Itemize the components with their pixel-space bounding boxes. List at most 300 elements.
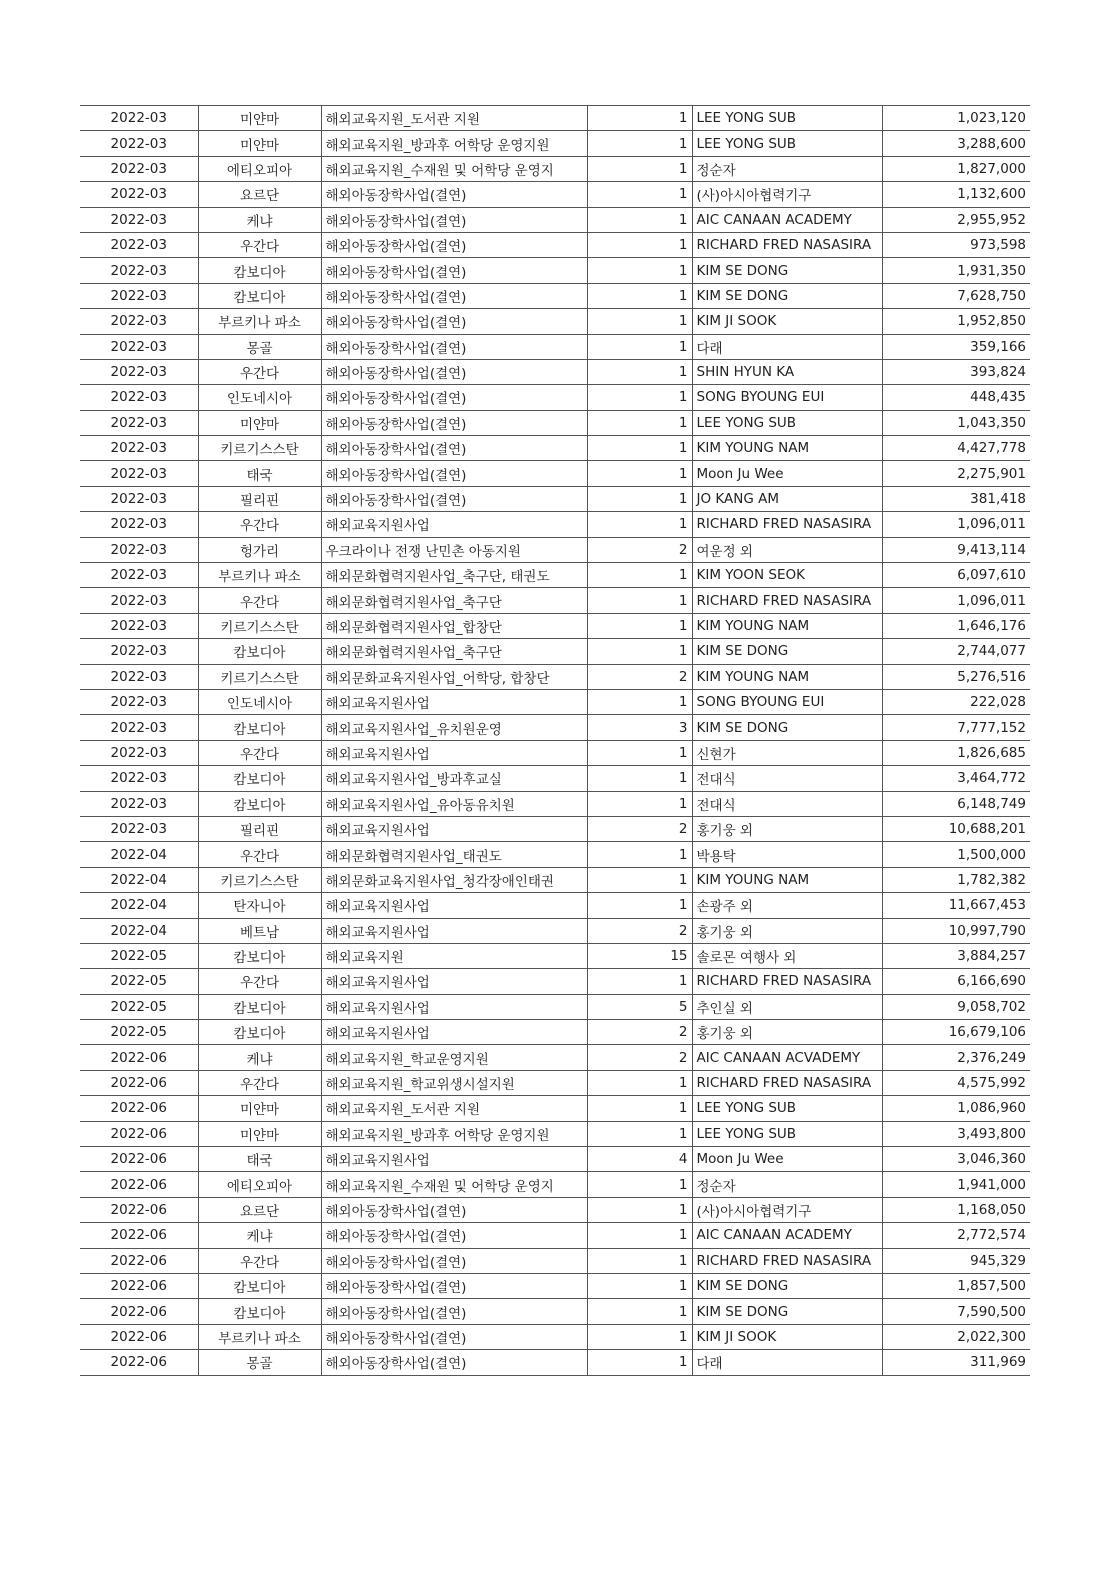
program-cell: 해외아동장학사업(결연) (321, 232, 587, 257)
date-cell: 2022-03 (80, 639, 198, 664)
amount-cell: 393,824 (882, 359, 1030, 384)
recipient-cell: RICHARD FRED NASASIRA (692, 512, 882, 537)
country-cell: 미얀마 (198, 106, 321, 131)
amount-cell: 3,046,360 (882, 1147, 1030, 1172)
table-row (80, 309, 1030, 334)
table-row (80, 563, 1030, 588)
table-row (80, 893, 1030, 918)
program-cell: 해외교육지원사업_방과후교실 (321, 766, 587, 791)
amount-cell: 1,043,350 (882, 410, 1030, 435)
program-cell: 해외아동장학사업(결연) (321, 182, 587, 207)
recipient-cell: 박용탁 (692, 842, 882, 867)
country-cell: 우간다 (198, 1070, 321, 1095)
recipient-cell: 홍기웅 외 (692, 1020, 882, 1045)
recipient-cell: KIM YOUNG NAM (692, 867, 882, 892)
count-cell: 1 (587, 1096, 692, 1121)
program-cell: 우크라이나 전쟁 난민촌 아동지원 (321, 537, 587, 562)
program-cell: 해외아동장학사업(결연) (321, 1197, 587, 1222)
recipient-cell: 다래 (692, 334, 882, 359)
country-cell: 캄보디아 (198, 258, 321, 283)
country-cell: 캄보디아 (198, 715, 321, 740)
program-cell: 해외교육지원_학교위생시설지원 (321, 1070, 587, 1095)
count-cell: 1 (587, 486, 692, 511)
amount-cell: 16,679,106 (882, 1020, 1030, 1045)
recipient-cell: LEE YONG SUB (692, 131, 882, 156)
table-row (80, 283, 1030, 308)
amount-cell: 1,931,350 (882, 258, 1030, 283)
country-cell: 케냐 (198, 1223, 321, 1248)
recipient-cell: 홍기웅 외 (692, 816, 882, 841)
amount-cell: 6,148,749 (882, 791, 1030, 816)
recipient-cell: AIC CANAAN ACADEMY (692, 1223, 882, 1248)
date-cell: 2022-04 (80, 842, 198, 867)
count-cell: 1 (587, 512, 692, 537)
table-row (80, 791, 1030, 816)
program-cell: 해외문화협력지원사업_축구단, 태권도 (321, 563, 587, 588)
program-cell: 해외아동장학사업(결연) (321, 1350, 587, 1375)
program-cell: 해외아동장학사업(결연) (321, 334, 587, 359)
table-row (80, 588, 1030, 613)
date-cell: 2022-03 (80, 740, 198, 765)
amount-cell: 4,575,992 (882, 1070, 1030, 1095)
recipient-cell: LEE YONG SUB (692, 410, 882, 435)
count-cell: 1 (587, 385, 692, 410)
country-cell: 미얀마 (198, 1121, 321, 1146)
recipient-cell: SHIN HYUN KA (692, 359, 882, 384)
country-cell: 우간다 (198, 969, 321, 994)
date-cell: 2022-03 (80, 461, 198, 486)
amount-cell: 1,086,960 (882, 1096, 1030, 1121)
recipient-cell: RICHARD FRED NASASIRA (692, 588, 882, 613)
count-cell: 1 (587, 1350, 692, 1375)
date-cell: 2022-03 (80, 410, 198, 435)
date-cell: 2022-06 (80, 1324, 198, 1349)
table-row (80, 1096, 1030, 1121)
amount-cell: 2,275,901 (882, 461, 1030, 486)
country-cell: 우간다 (198, 1248, 321, 1273)
program-cell: 해외아동장학사업(결연) (321, 385, 587, 410)
program-cell: 해외아동장학사업(결연) (321, 309, 587, 334)
amount-cell: 5,276,516 (882, 664, 1030, 689)
recipient-cell: 홍기웅 외 (692, 918, 882, 943)
recipient-cell: Moon Ju Wee (692, 1147, 882, 1172)
program-cell: 해외교육지원_학교운영지원 (321, 1045, 587, 1070)
date-cell: 2022-06 (80, 1197, 198, 1222)
country-cell: 에티오피아 (198, 1172, 321, 1197)
date-cell: 2022-03 (80, 156, 198, 181)
program-cell: 해외아동장학사업(결연) (321, 1273, 587, 1298)
date-cell: 2022-03 (80, 563, 198, 588)
date-cell: 2022-03 (80, 689, 198, 714)
country-cell: 인도네시아 (198, 385, 321, 410)
table-row (80, 486, 1030, 511)
count-cell: 1 (587, 893, 692, 918)
country-cell: 부르키나 파소 (198, 563, 321, 588)
recipient-cell: (사)아시아협력기구 (692, 1197, 882, 1222)
count-cell: 2 (587, 918, 692, 943)
country-cell: 몽골 (198, 334, 321, 359)
program-cell: 해외아동장학사업(결연) (321, 1223, 587, 1248)
country-cell: 헝가리 (198, 537, 321, 562)
program-cell: 해외교육지원사업 (321, 1020, 587, 1045)
country-cell: 미얀마 (198, 410, 321, 435)
recipient-cell: KIM YOUNG NAM (692, 613, 882, 638)
recipient-cell: KIM SE DONG (692, 283, 882, 308)
date-cell: 2022-03 (80, 588, 198, 613)
count-cell: 3 (587, 715, 692, 740)
amount-cell: 2,772,574 (882, 1223, 1030, 1248)
table-row (80, 1248, 1030, 1273)
table-row (80, 207, 1030, 232)
table-row (80, 1299, 1030, 1324)
table-row (80, 918, 1030, 943)
recipient-cell: 여운정 외 (692, 537, 882, 562)
recipient-cell: KIM SE DONG (692, 1273, 882, 1298)
table-row (80, 461, 1030, 486)
table-row (80, 1273, 1030, 1298)
recipient-cell: KIM YOUNG NAM (692, 664, 882, 689)
recipient-cell: SONG BYOUNG EUI (692, 385, 882, 410)
date-cell: 2022-03 (80, 715, 198, 740)
date-cell: 2022-03 (80, 816, 198, 841)
amount-cell: 3,464,772 (882, 766, 1030, 791)
table-row (80, 385, 1030, 410)
date-cell: 2022-05 (80, 1020, 198, 1045)
count-cell: 1 (587, 156, 692, 181)
recipient-cell: 정순자 (692, 156, 882, 181)
count-cell: 1 (587, 842, 692, 867)
recipient-cell: RICHARD FRED NASASIRA (692, 1248, 882, 1273)
program-cell: 해외아동장학사업(결연) (321, 461, 587, 486)
date-cell: 2022-06 (80, 1273, 198, 1298)
count-cell: 1 (587, 461, 692, 486)
country-cell: 부르키나 파소 (198, 1324, 321, 1349)
table-row (80, 969, 1030, 994)
amount-cell: 945,329 (882, 1248, 1030, 1273)
recipient-cell: KIM YOON SEOK (692, 563, 882, 588)
amount-cell: 11,667,453 (882, 893, 1030, 918)
program-cell: 해외교육지원 (321, 943, 587, 968)
amount-cell: 1,500,000 (882, 842, 1030, 867)
recipient-cell: 솔로몬 여행사 외 (692, 943, 882, 968)
count-cell: 1 (587, 207, 692, 232)
program-cell: 해외문화교육지원사업_어학당, 합창단 (321, 664, 587, 689)
program-cell: 해외교육지원사업 (321, 994, 587, 1019)
program-cell: 해외아동장학사업(결연) (321, 258, 587, 283)
amount-cell: 6,097,610 (882, 563, 1030, 588)
amount-cell: 311,969 (882, 1350, 1030, 1375)
country-cell: 캄보디아 (198, 943, 321, 968)
country-cell: 우간다 (198, 359, 321, 384)
amount-cell: 1,857,500 (882, 1273, 1030, 1298)
amount-cell: 1,941,000 (882, 1172, 1030, 1197)
count-cell: 1 (587, 1299, 692, 1324)
count-cell: 1 (587, 639, 692, 664)
amount-cell: 1,023,120 (882, 106, 1030, 131)
count-cell: 4 (587, 1147, 692, 1172)
table-row (80, 436, 1030, 461)
date-cell: 2022-03 (80, 309, 198, 334)
recipient-cell: AIC CANAAN ACVADEMY (692, 1045, 882, 1070)
amount-cell: 1,646,176 (882, 613, 1030, 638)
recipient-cell: LEE YONG SUB (692, 106, 882, 131)
recipient-cell: KIM SE DONG (692, 639, 882, 664)
ledger-table (80, 105, 1030, 1376)
table-row (80, 1121, 1030, 1146)
count-cell: 1 (587, 1248, 692, 1273)
date-cell: 2022-03 (80, 512, 198, 537)
count-cell: 1 (587, 867, 692, 892)
amount-cell: 9,413,114 (882, 537, 1030, 562)
count-cell: 2 (587, 537, 692, 562)
country-cell: 캄보디아 (198, 791, 321, 816)
amount-cell: 2,022,300 (882, 1324, 1030, 1349)
program-cell: 해외문화협력지원사업_태권도 (321, 842, 587, 867)
date-cell: 2022-03 (80, 537, 198, 562)
country-cell: 케냐 (198, 207, 321, 232)
table-row (80, 994, 1030, 1019)
count-cell: 1 (587, 740, 692, 765)
program-cell: 해외교육지원사업 (321, 918, 587, 943)
amount-cell: 2,955,952 (882, 207, 1030, 232)
program-cell: 해외교육지원사업 (321, 689, 587, 714)
country-cell: 우간다 (198, 512, 321, 537)
table-row (80, 537, 1030, 562)
date-cell: 2022-05 (80, 994, 198, 1019)
table-row (80, 943, 1030, 968)
amount-cell: 222,028 (882, 689, 1030, 714)
table-row (80, 410, 1030, 435)
program-cell: 해외교육지원_수재원 및 어학당 운영지 (321, 156, 587, 181)
amount-cell: 10,688,201 (882, 816, 1030, 841)
date-cell: 2022-03 (80, 258, 198, 283)
program-cell: 해외아동장학사업(결연) (321, 359, 587, 384)
country-cell: 탄자니아 (198, 893, 321, 918)
country-cell: 태국 (198, 1147, 321, 1172)
recipient-cell: Moon Ju Wee (692, 461, 882, 486)
program-cell: 해외아동장학사업(결연) (321, 283, 587, 308)
amount-cell: 2,376,249 (882, 1045, 1030, 1070)
program-cell: 해외교육지원사업 (321, 1147, 587, 1172)
count-cell: 1 (587, 689, 692, 714)
table-row (80, 1172, 1030, 1197)
country-cell: 케냐 (198, 1045, 321, 1070)
date-cell: 2022-03 (80, 106, 198, 131)
table-row (80, 1350, 1030, 1375)
program-cell: 해외교육지원사업 (321, 893, 587, 918)
amount-cell: 1,782,382 (882, 867, 1030, 892)
table-row (80, 1223, 1030, 1248)
country-cell: 에티오피아 (198, 156, 321, 181)
recipient-cell: 다래 (692, 1350, 882, 1375)
amount-cell: 359,166 (882, 334, 1030, 359)
recipient-cell: RICHARD FRED NASASIRA (692, 232, 882, 257)
recipient-cell: KIM SE DONG (692, 715, 882, 740)
date-cell: 2022-06 (80, 1248, 198, 1273)
recipient-cell: SONG BYOUNG EUI (692, 689, 882, 714)
table-row (80, 131, 1030, 156)
recipient-cell: LEE YONG SUB (692, 1121, 882, 1146)
country-cell: 몽골 (198, 1350, 321, 1375)
date-cell: 2022-04 (80, 867, 198, 892)
country-cell: 우간다 (198, 740, 321, 765)
program-cell: 해외교육지원사업 (321, 512, 587, 537)
program-cell: 해외교육지원사업 (321, 969, 587, 994)
table-row (80, 639, 1030, 664)
amount-cell: 1,952,850 (882, 309, 1030, 334)
count-cell: 1 (587, 1273, 692, 1298)
count-cell: 2 (587, 1045, 692, 1070)
program-cell: 해외교육지원_도서관 지원 (321, 1096, 587, 1121)
count-cell: 1 (587, 613, 692, 638)
date-cell: 2022-03 (80, 334, 198, 359)
table-row (80, 512, 1030, 537)
amount-cell: 448,435 (882, 385, 1030, 410)
country-cell: 키르기스스탄 (198, 436, 321, 461)
date-cell: 2022-06 (80, 1070, 198, 1095)
amount-cell: 1,096,011 (882, 588, 1030, 613)
table-row (80, 613, 1030, 638)
country-cell: 키르기스스탄 (198, 867, 321, 892)
date-cell: 2022-06 (80, 1147, 198, 1172)
program-cell: 해외교육지원사업 (321, 816, 587, 841)
count-cell: 1 (587, 182, 692, 207)
program-cell: 해외교육지원_수재원 및 어학당 운영지 (321, 1172, 587, 1197)
country-cell: 필리핀 (198, 486, 321, 511)
amount-cell: 381,418 (882, 486, 1030, 511)
table-row (80, 842, 1030, 867)
recipient-cell: 정순자 (692, 1172, 882, 1197)
program-cell: 해외아동장학사업(결연) (321, 436, 587, 461)
table-row (80, 740, 1030, 765)
recipient-cell: RICHARD FRED NASASIRA (692, 969, 882, 994)
table-row (80, 359, 1030, 384)
program-cell: 해외교육지원_방과후 어학당 운영지원 (321, 131, 587, 156)
date-cell: 2022-06 (80, 1096, 198, 1121)
count-cell: 1 (587, 1197, 692, 1222)
count-cell: 1 (587, 1223, 692, 1248)
date-cell: 2022-06 (80, 1121, 198, 1146)
date-cell: 2022-03 (80, 283, 198, 308)
amount-cell: 6,166,690 (882, 969, 1030, 994)
program-cell: 해외문화교육지원사업_청각장애인태권 (321, 867, 587, 892)
recipient-cell: KIM SE DONG (692, 258, 882, 283)
country-cell: 우간다 (198, 232, 321, 257)
country-cell: 캄보디아 (198, 994, 321, 1019)
date-cell: 2022-03 (80, 664, 198, 689)
ledger-table-body (80, 106, 1030, 1376)
amount-cell: 4,427,778 (882, 436, 1030, 461)
amount-cell: 3,493,800 (882, 1121, 1030, 1146)
table-row (80, 689, 1030, 714)
country-cell: 캄보디아 (198, 1299, 321, 1324)
recipient-cell: LEE YONG SUB (692, 1096, 882, 1121)
date-cell: 2022-05 (80, 969, 198, 994)
table-row (80, 232, 1030, 257)
count-cell: 1 (587, 106, 692, 131)
amount-cell: 1,827,000 (882, 156, 1030, 181)
date-cell: 2022-06 (80, 1299, 198, 1324)
count-cell: 1 (587, 791, 692, 816)
country-cell: 키르기스스탄 (198, 664, 321, 689)
amount-cell: 7,628,750 (882, 283, 1030, 308)
count-cell: 1 (587, 1172, 692, 1197)
count-cell: 5 (587, 994, 692, 1019)
program-cell: 해외아동장학사업(결연) (321, 1299, 587, 1324)
date-cell: 2022-03 (80, 613, 198, 638)
program-cell: 해외아동장학사업(결연) (321, 1248, 587, 1273)
country-cell: 요르단 (198, 182, 321, 207)
count-cell: 1 (587, 436, 692, 461)
date-cell: 2022-06 (80, 1045, 198, 1070)
recipient-cell: KIM JI SOOK (692, 1324, 882, 1349)
program-cell: 해외문화협력지원사업_축구단 (321, 639, 587, 664)
date-cell: 2022-05 (80, 943, 198, 968)
amount-cell: 3,288,600 (882, 131, 1030, 156)
program-cell: 해외교육지원사업 (321, 740, 587, 765)
recipient-cell: 추인실 외 (692, 994, 882, 1019)
table-row (80, 156, 1030, 181)
date-cell: 2022-03 (80, 359, 198, 384)
count-cell: 1 (587, 1070, 692, 1095)
recipient-cell: 전대식 (692, 791, 882, 816)
count-cell: 1 (587, 766, 692, 791)
count-cell: 1 (587, 410, 692, 435)
date-cell: 2022-03 (80, 385, 198, 410)
amount-cell: 1,168,050 (882, 1197, 1030, 1222)
country-cell: 키르기스스탄 (198, 613, 321, 638)
country-cell: 태국 (198, 461, 321, 486)
date-cell: 2022-06 (80, 1223, 198, 1248)
date-cell: 2022-03 (80, 207, 198, 232)
amount-cell: 973,598 (882, 232, 1030, 257)
country-cell: 요르단 (198, 1197, 321, 1222)
amount-cell: 1,826,685 (882, 740, 1030, 765)
count-cell: 1 (587, 334, 692, 359)
country-cell: 베트남 (198, 918, 321, 943)
program-cell: 해외교육지원_도서관 지원 (321, 106, 587, 131)
table-row (80, 1324, 1030, 1349)
recipient-cell: JO KANG AM (692, 486, 882, 511)
count-cell: 15 (587, 943, 692, 968)
table-row (80, 715, 1030, 740)
recipient-cell: (사)아시아협력기구 (692, 182, 882, 207)
date-cell: 2022-03 (80, 436, 198, 461)
table-row (80, 1147, 1030, 1172)
amount-cell: 1,096,011 (882, 512, 1030, 537)
country-cell: 부르키나 파소 (198, 309, 321, 334)
country-cell: 미얀마 (198, 1096, 321, 1121)
table-row (80, 664, 1030, 689)
count-cell: 1 (587, 131, 692, 156)
amount-cell: 9,058,702 (882, 994, 1030, 1019)
table-row (80, 1045, 1030, 1070)
date-cell: 2022-03 (80, 766, 198, 791)
program-cell: 해외교육지원사업_유치원운영 (321, 715, 587, 740)
date-cell: 2022-04 (80, 918, 198, 943)
recipient-cell: RICHARD FRED NASASIRA (692, 1070, 882, 1095)
amount-cell: 10,997,790 (882, 918, 1030, 943)
program-cell: 해외아동장학사업(결연) (321, 486, 587, 511)
amount-cell: 1,132,600 (882, 182, 1030, 207)
count-cell: 1 (587, 258, 692, 283)
program-cell: 해외문화협력지원사업_합창단 (321, 613, 587, 638)
country-cell: 필리핀 (198, 816, 321, 841)
table-row (80, 867, 1030, 892)
program-cell: 해외아동장학사업(결연) (321, 410, 587, 435)
count-cell: 1 (587, 283, 692, 308)
country-cell: 캄보디아 (198, 1020, 321, 1045)
